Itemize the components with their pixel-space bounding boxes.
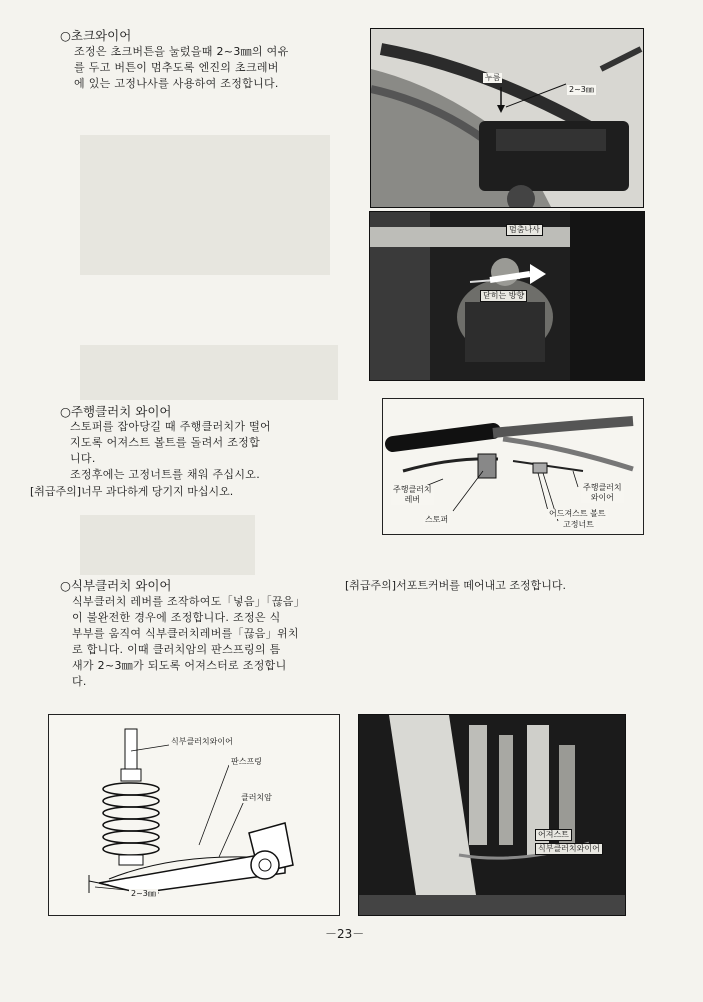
choke-photo (370, 28, 644, 208)
page-number: －23－ (325, 927, 365, 941)
drive-caution (30, 483, 233, 499)
right-caution (345, 577, 566, 593)
caution-label: [취급주의] (345, 579, 397, 592)
label-stopper: 스토퍼 (425, 515, 449, 524)
label-adjuster: 어져스트 (535, 829, 572, 841)
label-tiller-wire: 식부클러치와이어 (171, 737, 233, 746)
label-drive-wire: 주행클러치 와이어 (583, 483, 622, 502)
tiller-line: 다. (72, 675, 87, 688)
drive-line: 지도록 어져스트 볼트를 돌려서 조정합 (70, 436, 261, 449)
label-gap-tiller: 2~3㎜ (131, 889, 156, 898)
choke-lever-photo (369, 211, 645, 381)
tiller-clutch-body (72, 594, 347, 690)
ghost-bleed (80, 345, 338, 400)
choke-body (74, 44, 344, 92)
drive-clutch-body (70, 419, 345, 483)
tiller-line: 새가 2~3㎜가 되도록 어져스터로 조정합니 (72, 659, 287, 672)
label-stop-screw: 멈춤나사 (506, 224, 543, 236)
label-clutch-arm: 클러치암 (241, 793, 272, 802)
tiller-clutch-photo-drawing (359, 715, 625, 915)
label-gap-choke: 2~3㎜ (569, 85, 594, 94)
label-clutch-lever: 주행클러치 레버 (393, 485, 432, 504)
choke-line: 에 있는 고정나사를 사용하여 조정합니다. (74, 77, 279, 90)
choke-line: 조정은 초크버튼을 눌렀을때 2~3㎜의 여유 (74, 45, 289, 58)
drive-clutch-diagram (382, 398, 644, 535)
drive-line: 니다. (70, 452, 96, 465)
section-title-choke: ○초크와이어 (60, 28, 132, 43)
label-leaf-spring: 판스프링 (231, 757, 262, 766)
tiller-line: 부부를 움직여 식부클러치레버를「끊음」위치 (72, 627, 299, 640)
ghost-bleed (80, 135, 330, 275)
drive-line: 스토퍼를 잡아당길 때 주행클러치가 떨어 (70, 420, 271, 433)
tiller-line: 이 불완전한 경우에 조정합니다. 조정은 식 (72, 611, 281, 624)
tiller-line: 로 합니다. 이때 클러치암의 판스프링의 틈 (72, 643, 281, 656)
caution-text: 서포트커버를 떼어내고 조정합니다. (396, 579, 566, 592)
label-push: 누름 (485, 73, 501, 82)
label-tiller-wire-photo: 식부클러치와이어 (535, 843, 603, 855)
label-close-direction: 닫히는 방향 (480, 290, 527, 302)
label-fix-nut: 고정너트 (563, 520, 594, 529)
label-adjust-bolt: 어드져스트 볼트 (549, 509, 606, 518)
choke-photo-drawing (371, 29, 643, 207)
drive-line: 조정후에는 고정너트를 채워 주십시오. (70, 468, 261, 481)
tiller-clutch-diagram (48, 714, 340, 916)
tiller-clutch-photo (358, 714, 626, 916)
caution-label: [취급주의] (30, 485, 82, 498)
choke-line: 를 두고 버튼이 멈추도록 엔진의 초크레버 (74, 61, 279, 74)
section-title-tiller-clutch: ○식부클러치 와이어 (60, 578, 172, 593)
ghost-bleed (80, 515, 255, 575)
tiller-line: 식부클러치 레버를 조작하여도「넣음」「끊음」 (72, 595, 306, 608)
section-title-drive-clutch: ○주행클러치 와이어 (60, 404, 172, 419)
caution-text: 너무 과다하게 당기지 마십시오. (81, 485, 234, 498)
